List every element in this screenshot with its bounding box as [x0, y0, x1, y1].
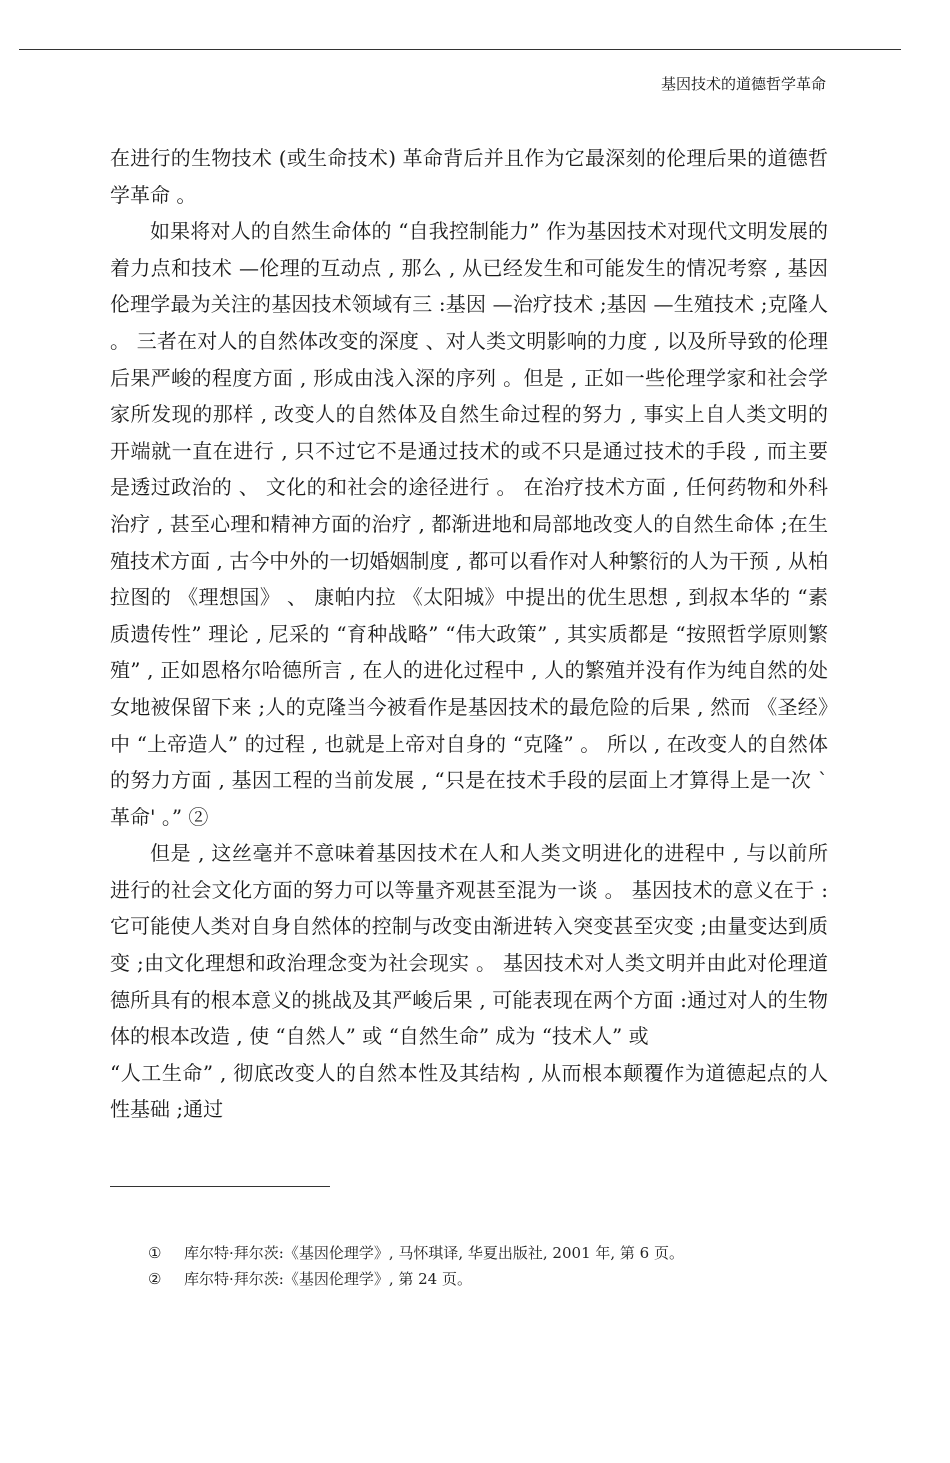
footnote-rule — [110, 1186, 330, 1187]
paragraph-fragment: “人工生命” , 彻底改变人的自然本性及其结构 , 从而根本颠覆作为道德起点的人性基础 ;通过 — [110, 1060, 828, 1122]
footnote-1 — [148, 1240, 684, 1266]
paragraph: 如果将对人的自然生命体的 “自我控制能力” 作为基因技术对现代文明发展的着力点和技术 —伦理的互动点 , 那么 , 从已经发生和可能发生的情况考察 , 基因伦理学最为关注的基因技术领域有三 :基因 —治疗技术 ;基因 —生殖技术 ;克隆人 。 三者在对人的自然体改变的深度 、对人类文明影响的力度 , 以及所导致的伦理后果严峻的程度方面 , 形成由浅入深的序列 。但是 , 正如一些伦理学家和社会学家所发现的那样 , 改变人的自然体及自然生命过程的努力 , 事实上自人类文明的开端就一直在进行 , 只不过它不是通过技术的或不只是通过技术的手段 , 而主要是透过政治的 、 文化的和社会的途径进行 。 在治疗技术方面 , 任何药物和外科治疗 , 甚至心理和精神方面的治疗 , 都渐进地和局部地改变人的自然生命体 ;在生殖技术方面 , 古今中外的一切婚姻制度 , 都可以看作对人种繁衍的人为干预 , 从柏拉图的 《理想国》 、 康帕内拉 《太阳城》中提出的优生思想 , 到叔本华的 “素质遗传性” 理论 , 尼采的 “育种战略” “伟大政策” , 其实质都是 “按照哲学原则繁殖” , 正如恩格尔哈德所言 , 在人的进化过程中 , 人的繁殖并没有作为纯自然的处女地被保留下来 ;人的克隆当今被看作是基因技术的最危险的后果 , 然而 《圣经》中 “上帝造人” 的过程 , 也就是上帝对自身的 “克隆” 。 所以 , 在改变人的自然体的努力方面 , 基因工程的当前发展 , “只是在技术手段的层面上才算得上是一次 `革命' 。” ② — [110, 219, 828, 829]
footnote-marker: ② — [148, 1270, 162, 1288]
footnote-2 — [148, 1266, 684, 1292]
footnote-text: 库尔特·拜尔茨:《基因伦理学》, 第 24 页。 — [184, 1270, 472, 1288]
paragraph: 但是 , 这丝毫并不意味着基因技术在人和人类文明进化的进程中 , 与以前所进行的社会文化方面的努力可以等量齐观甚至混为一谈 。 基因技术的意义在于 :它可能使人类对自身自然体的控制与改变由渐进转入突变甚至灾变 ;由量变达到质变 ;由文化理想和政治理念变为社会现实 。 基因技术对人类文明并由此对伦理道德所具有的根本意义的挑战及其严峻后果 , 可能表现在两个方面 :通过对人的生物体的根本改造 , 使 “自然人” 或 “自然生命” 成为 “技术人” 或 — [110, 841, 828, 1049]
footnotes — [148, 1240, 684, 1292]
body-text — [110, 140, 828, 1128]
running-header: 基因技术的道德哲学革命 — [660, 75, 826, 93]
header-rule — [19, 49, 901, 50]
paragraph-continuation: 在进行的生物技术 (或生命技术) 革命背后并且作为它最深刻的伦理后果的道德哲学革命 。 — [110, 146, 828, 207]
footnote-marker: ① — [148, 1244, 162, 1262]
footnote-text: 库尔特·拜尔茨:《基因伦理学》, 马怀琪译, 华夏出版社, 2001 年, 第 6 页。 — [184, 1244, 684, 1262]
